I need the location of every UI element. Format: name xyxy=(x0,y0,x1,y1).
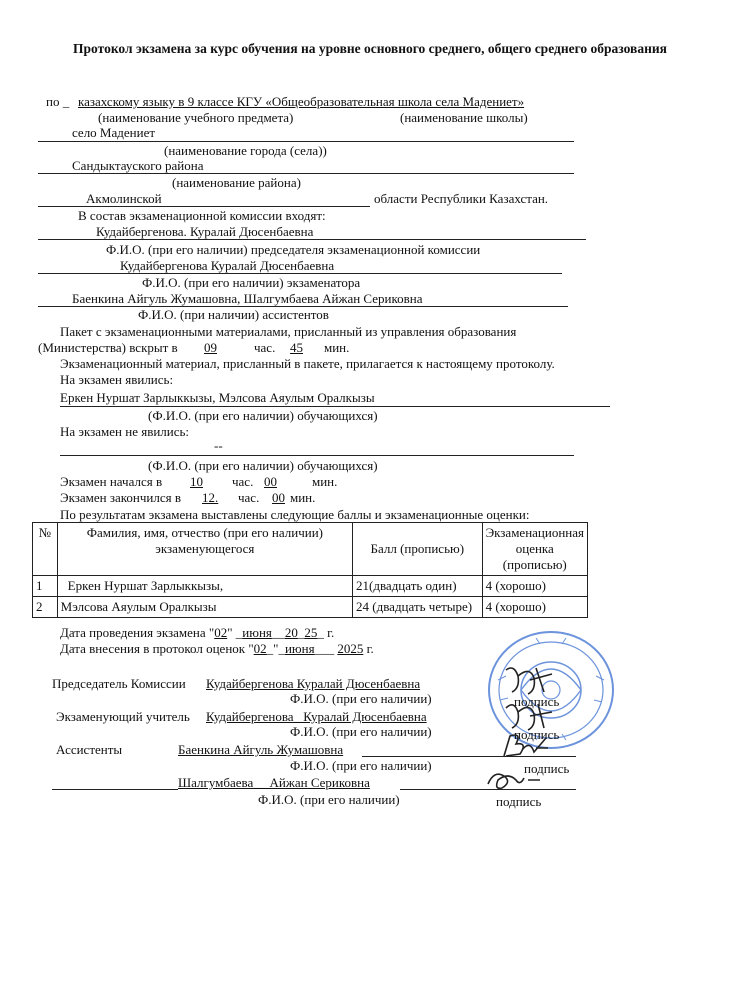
start-hours: 10 xyxy=(190,474,203,489)
package-minutes-unit: мин. xyxy=(324,340,350,355)
appeared-value: Еркен Нуршат Зарлыккызы, Мэлсова Аяулым Оралкызы xyxy=(60,390,375,405)
assistant1-signature xyxy=(500,730,552,762)
assistants-value: Баенкина Айгуль Жумашовна, Шалгумбаева Айжан Сериковна xyxy=(72,291,423,306)
assistant1-fio-caption: Ф.И.О. (при его наличии) xyxy=(290,758,432,773)
end-prefix: Экзамен закончился в xyxy=(60,490,181,505)
table-row xyxy=(33,597,588,618)
city-label: (наименование города (села)) xyxy=(164,143,327,158)
assistant2-sign-caption: подпись xyxy=(496,794,542,809)
exam-date-line: Дата проведения экзамена "02" _июня__20_25_ г. xyxy=(60,625,335,640)
region-line xyxy=(38,206,370,207)
examiner-sign-caption: подпись xyxy=(514,727,560,742)
district-label: (наименование района) xyxy=(172,175,301,190)
start-hours-unit: час. xyxy=(232,474,254,489)
table-row xyxy=(33,576,588,597)
col-score-header: Балл (прописью) xyxy=(353,523,483,576)
appeared-line xyxy=(60,406,610,407)
subject-label: (наименование учебного предмета) xyxy=(98,110,294,125)
assistants-label: Ф.И.О. (при наличии) ассистентов xyxy=(138,307,329,322)
subject-prefix: по _ xyxy=(46,94,70,109)
entry-date-year: 2025 xyxy=(337,641,364,656)
start-minutes-unit: мин. xyxy=(312,474,338,489)
chairman-fio-caption: Ф.И.О. (при его наличии) xyxy=(290,691,432,706)
chairman-value: Кудайбергенова. Куралай Дюсенбаевна xyxy=(96,224,314,239)
row-score: 24 (двадцать четыре) xyxy=(353,597,483,618)
entry-date-day: 02 xyxy=(253,641,267,656)
school-label: (наименование школы) xyxy=(400,110,528,125)
row-student-name: Еркен Нуршат Зарлыккызы, xyxy=(57,576,352,597)
document-title: Протокол экзамена за курс обучения на уровне основного среднего, общего среднего образования xyxy=(73,41,667,56)
district-line xyxy=(38,173,574,174)
end-hours: 12. xyxy=(202,490,219,505)
col-grade-header: Экзаменационная оценка (прописью) xyxy=(482,523,587,576)
chairman-sign-caption: подпись xyxy=(514,694,560,709)
end-minutes: 00 xyxy=(272,490,285,505)
assistant1-sign-caption: подпись xyxy=(524,761,570,776)
examiner-sign-name: Кудайбергенова_ Куралай Дюсенбаевна xyxy=(206,709,427,724)
chairman-signature xyxy=(500,662,560,698)
exam-date-month: июня xyxy=(242,625,272,640)
start-prefix: Экзамен начался в xyxy=(60,474,163,489)
package-text2: (Министерства) вскрыт в xyxy=(38,340,178,355)
examiner-line xyxy=(38,273,562,274)
region-suffix: области Республики Казахстан. xyxy=(374,191,549,206)
row-grade: 4 (хорошо) xyxy=(482,597,587,618)
entry-date-suffix: г. xyxy=(366,641,374,656)
exam-date-suffix: г. xyxy=(327,625,335,640)
chairman-label: Ф.И.О. (при его наличии) председателя экзаменационной комиссии xyxy=(106,242,481,257)
chairman-sign-name: Кудайбергенова Куралай Дюсенбаевна xyxy=(206,676,421,691)
assistants-sign-label: Ассистенты xyxy=(56,742,123,757)
entry-date-line: Дата внесения в протокол оценок "02_"_июня___ 2025 г. xyxy=(60,641,374,656)
col-number-header: № xyxy=(33,523,58,576)
row-score: 21(двадцать один) xyxy=(353,576,483,597)
subject-value: казахскому языку в 9 классе КГУ «Общеобразовательная школа села Мадениет» xyxy=(78,94,525,109)
exam-date-year-suffix: 25 xyxy=(304,625,318,640)
district-value: Сандыктауского района xyxy=(72,158,204,173)
package-text1: Пакет с экзаменационными материалами, присланный из управления образования xyxy=(60,324,517,339)
row-student-name: Мэлсова Аяулым Оралкызы xyxy=(57,597,352,618)
examiner-fio-caption: Ф.И.О. (при его наличии) xyxy=(290,724,432,739)
city-value: село Мадениет xyxy=(72,125,156,140)
appeared-label: На экзамен явились: xyxy=(60,372,174,387)
exam-date-day: 02 xyxy=(214,625,228,640)
absent-caption: (Ф.И.О. (при его наличии) обучающихся) xyxy=(148,458,378,473)
entry-date-month: июня xyxy=(284,641,315,656)
examiner-sign-label: Экзаменующий учитель xyxy=(56,709,190,724)
assistant1-sign-name: Баенкина Айгуль Жумашовна xyxy=(178,742,344,757)
results-table xyxy=(32,522,588,618)
end-hours-unit: час. xyxy=(238,490,260,505)
entry-date-prefix: Дата внесения в протокол оценок " xyxy=(60,641,254,656)
start-minutes: 00 xyxy=(264,474,277,489)
examiner-signature xyxy=(500,698,560,734)
exam-date-year-prefix: 20 xyxy=(284,625,298,640)
absent-line xyxy=(60,455,574,456)
examiner-value: Кудайбергенова Куралай Дюсенбаевна xyxy=(120,258,335,273)
col-name-header: Фамилия, имя, отчество (при его наличии) экзаменующегося xyxy=(57,523,352,576)
end-minutes-unit: мин. xyxy=(290,490,316,505)
chairman-line xyxy=(38,239,586,240)
package-minutes: 45 xyxy=(290,340,303,355)
city-line xyxy=(38,141,574,142)
package-hours: 09 xyxy=(204,340,217,355)
row-number: 2 xyxy=(33,597,58,618)
assistant2-signature xyxy=(484,766,544,794)
absent-label: На экзамен не явились: xyxy=(60,424,190,439)
assistant2-lead-line xyxy=(52,789,178,790)
region-value: Акмолинской xyxy=(86,191,162,206)
row-number: 1 xyxy=(33,576,58,597)
examiner-label: Ф.И.О. (при его наличии) экзаменатора xyxy=(142,275,361,290)
package-hours-unit: час. xyxy=(254,340,276,355)
row-grade: 4 (хорошо) xyxy=(482,576,587,597)
material-note: Экзаменационный материал, присланный в пакете, прилагается к настоящему протоколу. xyxy=(60,356,555,371)
absent-value: -- xyxy=(214,438,223,453)
results-intro: По результатам экзамена выставлены следующие баллы и экзаменационные оценки: xyxy=(60,507,530,522)
assistant2-fio-caption: Ф.И.О. (при его наличии) xyxy=(258,792,400,807)
table-header-row xyxy=(33,523,588,576)
chairman-sign-label: Председатель Комиссии xyxy=(52,676,186,691)
commission-intro: В состав экзаменационной комиссии входят: xyxy=(78,208,326,223)
appeared-caption: (Ф.И.О. (при его наличии) обучающихся) xyxy=(148,408,378,423)
exam-date-prefix: Дата проведения экзамена " xyxy=(60,625,215,640)
assistant2-sign-name: Шалгумбаева__ Айжан Сериковна xyxy=(178,775,370,790)
